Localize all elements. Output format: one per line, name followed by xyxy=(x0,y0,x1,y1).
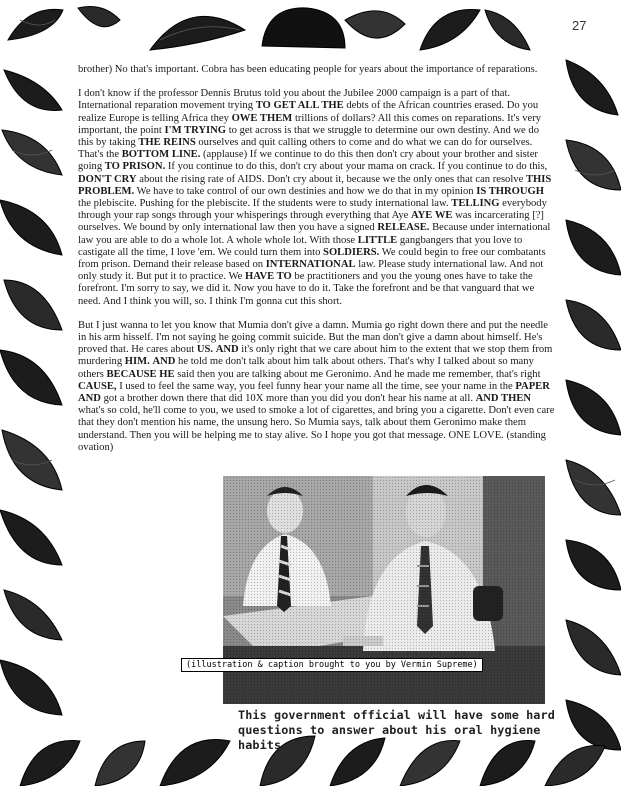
armor-piece-icon xyxy=(420,10,480,51)
armor-piece-icon xyxy=(4,590,62,640)
text-run: debts of the African countries erased. Do you realize Europe is telling Africa they xyxy=(78,100,539,124)
text-run: Because under international law you are able to do a whole lot. A whole whole lot. With those xyxy=(78,222,551,246)
armor-piece-icon xyxy=(566,220,621,275)
emphasis-text: TO GET ALL THE xyxy=(255,100,344,112)
text-run: was incarcerating [?] ourselves. We bound by only international law then you have a signed xyxy=(78,210,544,234)
armor-piece-icon xyxy=(566,540,621,590)
emphasis-text: PAPER AND xyxy=(78,380,550,405)
text-run: We could begin to free our combatants from prison. Demand their release based on xyxy=(78,246,546,271)
emphasis-text: HIM. xyxy=(124,356,150,368)
text-run: the plebiscite. Pushing for the plebiscite. If the students were to study international law. xyxy=(78,198,452,210)
emphasis-text: IS THROUGH xyxy=(476,185,545,197)
armor-piece-icon xyxy=(566,700,621,750)
text-run: trillions of dollars? All this comes on reparations. It's very important, the point xyxy=(78,112,542,136)
emphasis-text: TELLING xyxy=(451,198,500,210)
emphasis-text: INTERNATIONAL xyxy=(265,259,356,271)
paragraph xyxy=(78,88,556,308)
emphasis-text: THIS PROBLEM. xyxy=(78,173,552,197)
paragraph xyxy=(78,320,556,454)
armor-piece-icon xyxy=(2,430,62,490)
text-run: I don't know if the professor Dennis Brutus told you about the Jubilee 2000 campaign is a part of that. International reparation movement trying xyxy=(78,88,511,112)
article-body xyxy=(78,64,556,466)
armor-piece-icon xyxy=(150,16,245,50)
armor-piece-icon xyxy=(0,510,62,565)
text-run: he told me don't talk about him talk about others. That's why I talked about so many others xyxy=(78,356,534,380)
page-number: 27 xyxy=(572,18,587,33)
text-run: about the rising rate of AIDS. Don't cry about it, because we the only ones that can resolve xyxy=(136,173,526,185)
armor-piece-icon xyxy=(566,300,621,350)
photo-caption: This government official will have some hard questions to answer about his oral hygiene habits xyxy=(238,708,555,752)
armor-piece-icon xyxy=(566,620,621,675)
emphasis-text: THE REINS xyxy=(138,137,196,149)
armor-piece-icon xyxy=(0,660,62,715)
emphasis-text: TO PRISON. xyxy=(104,161,166,173)
text-run: what's so cold, he'll come to you, we used to smoke a lot of cigarettes, and bring you a cigarette. Don't even care that they don't mention his name, the unsung hero. So Mumia says, talk about them Geronimo make them understand. Then you will be helping me to stay alive. So I hope you got that message. ONE LOVE. (standing ovation) xyxy=(78,405,555,453)
armor-piece-icon xyxy=(566,60,618,115)
helmet-icon xyxy=(262,8,345,48)
text-run: law. Please study international law. And not only study it. But put it to practice. We xyxy=(78,259,544,283)
emphasis-text: DON'T CRY xyxy=(78,173,137,185)
emphasis-text: LITTLE xyxy=(357,234,398,246)
text-run: got a brother down there that did 10X more than you did you don't hear his name at all. xyxy=(100,393,476,405)
armor-piece-icon xyxy=(485,10,530,50)
emphasis-text: SOLDIERS. xyxy=(323,246,380,258)
armor-piece-icon xyxy=(4,280,62,330)
text-run: If you continue to do this, don't cry about your mama on crack. If you continue to do this, xyxy=(165,161,548,173)
text-run: be practitioners and you the young ones have to take the forefront. I'm sorry to say, we did it. Now you have to do it. Take the forefront and be that vanguard that we need. And I think you will, so. I think I'm gonna cut this short. xyxy=(78,271,535,307)
emphasis-text: US. xyxy=(196,344,214,356)
armor-piece-icon xyxy=(566,380,621,435)
text-run: it's only right that we care about him to the extent that we stop them from murdering xyxy=(78,344,553,368)
armor-piece-icon xyxy=(4,70,62,111)
emphasis-text: AND THEN xyxy=(475,393,532,405)
emphasis-text: AND xyxy=(215,344,239,356)
text-run: gangbangers that you love to castigate all the time, I love 'em. We could turn them into xyxy=(78,234,523,258)
text-run: to get across is that we struggle to determine our own destiny. And we do this by taking xyxy=(78,124,539,149)
paragraph xyxy=(78,64,556,76)
armor-piece-icon xyxy=(78,7,120,27)
text-run: But I just wanna to let you know that Mumia don't give a damn. Mumia go right down there and put the needle in his arm hisself. I'm not saying he going commit suicide. But the man don't give a damn about himself. He's proved that. He cares about xyxy=(78,319,549,356)
armor-piece-icon xyxy=(0,200,62,255)
emphasis-text: RELEASE. xyxy=(377,222,430,234)
armor-piece-icon xyxy=(345,11,405,38)
emphasis-text: CAUSE, xyxy=(78,380,117,392)
text-run: (applause) If we continue to do this then don't cry about your brother and sister going xyxy=(78,149,538,173)
emphasis-text: OWE THEM xyxy=(231,112,293,124)
armor-piece-icon xyxy=(2,130,62,175)
photo-credit-label: (illustration & caption brought to you by Vermin Supreme) xyxy=(181,658,483,672)
armor-piece-icon xyxy=(0,350,62,405)
armor-piece-icon xyxy=(95,741,145,786)
emphasis-text: BECAUSE HE xyxy=(106,368,175,380)
text-run: We have to take control of our own destinies and how we do that in my opinion xyxy=(134,185,477,197)
armor-piece-icon xyxy=(160,739,230,786)
emphasis-text: I'M TRYING xyxy=(164,124,227,136)
text-run: brother) No that's important. Cobra has been educating people for years about the importance of reparations. xyxy=(78,64,538,75)
text-run: everybody through your rap songs through your whisperings through everything that Aye xyxy=(78,198,547,222)
emphasis-text: AND xyxy=(152,356,176,368)
emphasis-text: BOTTOM LINE. xyxy=(121,149,201,161)
emphasis-text: HAVE TO xyxy=(244,271,292,283)
armor-piece-icon xyxy=(20,741,80,786)
armor-piece-icon xyxy=(566,460,621,515)
armor-piece-icon xyxy=(566,140,621,190)
text-run: I used to feel the same way, you feel funny hear your name all the time, see your name in the xyxy=(116,380,516,392)
emphasis-text: AYE WE xyxy=(410,210,453,222)
text-run: said then you are talking about me Geronimo. And he made me remember, that's right xyxy=(174,368,541,380)
text-run: ourselves and quit calling others to come and do what we can do for ourselves. That's the xyxy=(78,137,533,161)
